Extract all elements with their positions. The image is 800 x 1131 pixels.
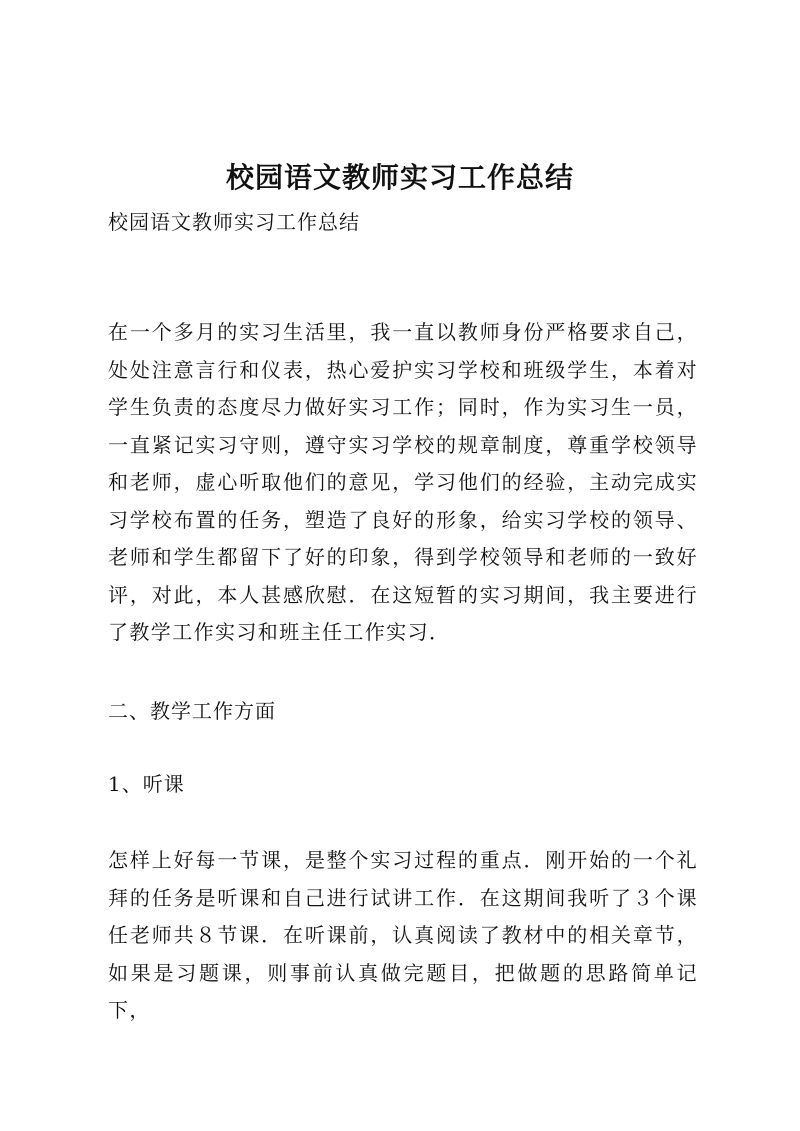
- document-title: 校园语文教师实习工作总结: [225, 161, 574, 194]
- subsection-heading: 1、听课: [108, 772, 185, 796]
- body-paragraph-listening: 怎样上好每一节课，是整个实习过程的重点．刚开始的一个礼拜的任务是听课和自己进行试讲工作．在这期间我听了３个课任老师共８节课．在听课前，认真阅读了教材中的相关章节，如果是习题课，则事前认真做完题目，把做题的思路简单记下，: [108, 848, 698, 1022]
- body-paragraph-intro: 在一个多月的实习生活里，我一直以教师身份严格要求自己，处处注意言行和仪表，热心爱护实习学校和班级学生，本着对学生负责的态度尽力做好实习工作；同时，作为实习生一员，一直紧记实习守则，遵守实习学校的规章制度，尊重学校领导和老师，虚心听取他们的意见，学习他们的经验，主动完成实习学校布置的任务，塑造了良好的形象，给实习学校的领导、老师和学生都留下了好的印象，得到学校领导和老师的一致好评，对此，本人甚感欣慰．在这短暂的实习期间，我主要进行了教学工作实习和班主任工作实习．: [108, 320, 698, 644]
- document-subtitle: 校园语文教师实习工作总结: [108, 210, 360, 234]
- section-heading: 二、教学工作方面: [108, 699, 276, 723]
